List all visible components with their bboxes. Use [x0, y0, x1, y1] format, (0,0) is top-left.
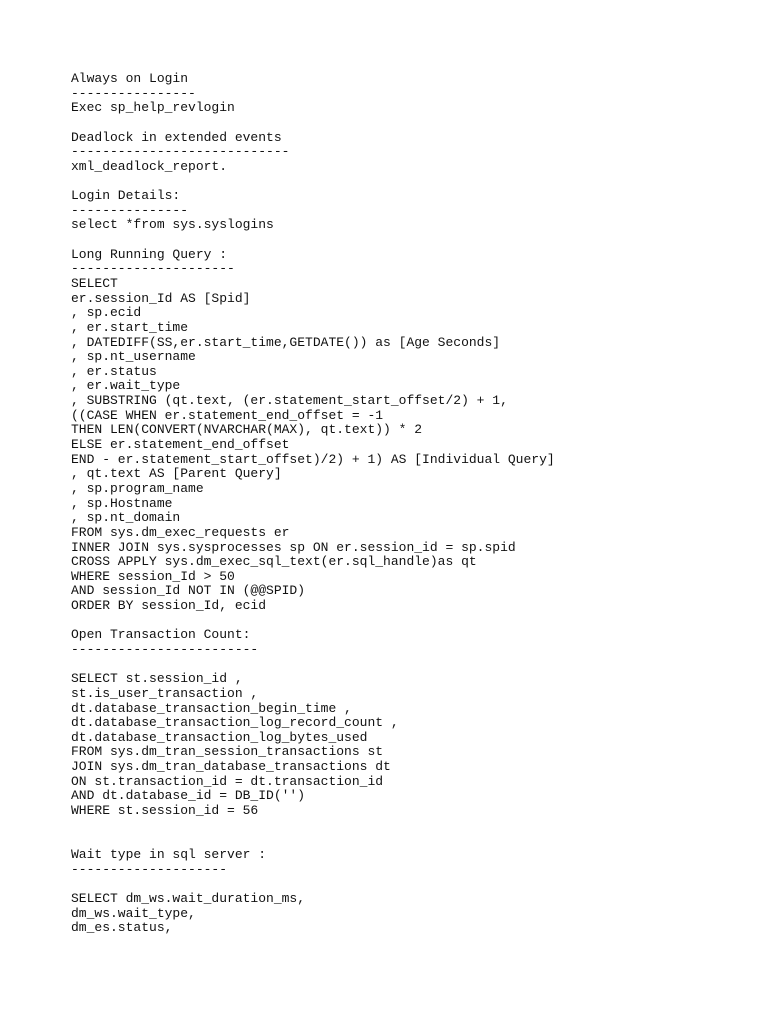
text-line: , sp.program_name	[71, 480, 204, 496]
text-line: SELECT dm_ws.wait_duration_ms,	[71, 890, 306, 906]
text-line	[71, 116, 748, 131]
text-line: dt.database_transaction_log_record_count ,	[71, 715, 399, 731]
text-line: CROSS APPLY sys.dm_exec_sql_text(er.sql_handle)as qt	[71, 554, 477, 570]
text-line: , sp.ecid	[71, 305, 142, 321]
text-line: SELECT	[71, 275, 118, 291]
text-line: AND session_Id NOT IN (@@SPID)	[71, 583, 306, 599]
text-line: , qt.text AS [Parent Query]	[71, 466, 282, 482]
text-line: st.is_user_transaction ,	[71, 685, 259, 701]
text-line: JOIN sys.dm_tran_database_transactions dt	[71, 759, 391, 775]
text-line: Open Transaction Count:	[71, 627, 251, 643]
text-line: , er.start_time	[71, 319, 189, 335]
text-line: ---------------------	[71, 261, 235, 277]
text-line: ----------------------------	[71, 144, 290, 160]
text-line: ----------------	[71, 85, 196, 101]
text-line: ON st.transaction_id = dt.transaction_id	[71, 773, 384, 789]
text-line	[71, 833, 748, 848]
text-line: Always on Login	[71, 72, 189, 86]
text-line	[71, 174, 748, 189]
text-line: , SUBSTRING (qt.text, (er.statement_start_offset/2) + 1,	[71, 393, 508, 409]
text-line: INNER JOIN sys.sysprocesses sp ON er.session_id = sp.spid	[71, 539, 516, 555]
text-line: Wait type in sql server :	[71, 846, 267, 862]
text-line	[71, 819, 748, 834]
text-line: dm_ws.wait_type,	[71, 905, 196, 921]
text-line: ORDER BY session_Id, ecid	[71, 598, 267, 614]
text-line: Exec sp_help_revlogin	[71, 100, 235, 116]
text-line: ---------------	[71, 202, 189, 218]
document-page	[71, 72, 748, 1024]
text-line: Long Running Query :	[71, 246, 228, 262]
text-line: xml_deadlock_report.	[71, 158, 228, 174]
text-line: THEN LEN(CONVERT(NVARCHAR(MAX), qt.text)) * 2	[71, 422, 423, 438]
text-line: dm_es.status,	[71, 920, 173, 936]
text-line: --------------------	[71, 861, 228, 877]
text-line: select *from sys.syslogins	[71, 217, 274, 233]
text-line: AND dt.database_id = DB_ID('')	[71, 788, 306, 804]
text-line: WHERE session_Id > 50	[71, 568, 235, 584]
text-line: er.session_Id AS [Spid]	[71, 290, 251, 306]
text-line: ((CASE WHEN er.statement_end_offset = -1	[71, 407, 384, 423]
text-line: SELECT st.session_id ,	[71, 671, 243, 687]
text-line: dt.database_transaction_begin_time ,	[71, 700, 352, 716]
text-line: , er.status	[71, 363, 157, 379]
text-line: , sp.nt_username	[71, 349, 196, 365]
text-line: , er.wait_type	[71, 378, 181, 394]
text-line: ELSE er.statement_end_offset	[71, 437, 290, 453]
text-line: WHERE st.session_id = 56	[71, 803, 259, 819]
text-line	[71, 614, 748, 629]
text-line: Login Details:	[71, 188, 181, 204]
text-line: Deadlock in extended events	[71, 129, 282, 145]
text-line	[71, 877, 748, 892]
text-line: ------------------------	[71, 641, 259, 657]
text-line: FROM sys.dm_exec_requests er	[71, 524, 290, 540]
text-line	[71, 233, 748, 248]
text-line: FROM sys.dm_tran_session_transactions st	[71, 744, 384, 760]
text-line: , DATEDIFF(SS,er.start_time,GETDATE()) as [Age Seconds]	[71, 334, 501, 350]
text-line: , sp.Hostname	[71, 495, 173, 511]
text-line: dt.database_transaction_log_bytes_used	[71, 729, 368, 745]
text-line: , sp.nt_domain	[71, 510, 181, 526]
text-line	[71, 658, 748, 673]
text-line: END - er.statement_start_offset)/2) + 1) AS [Individual Query]	[71, 451, 555, 467]
